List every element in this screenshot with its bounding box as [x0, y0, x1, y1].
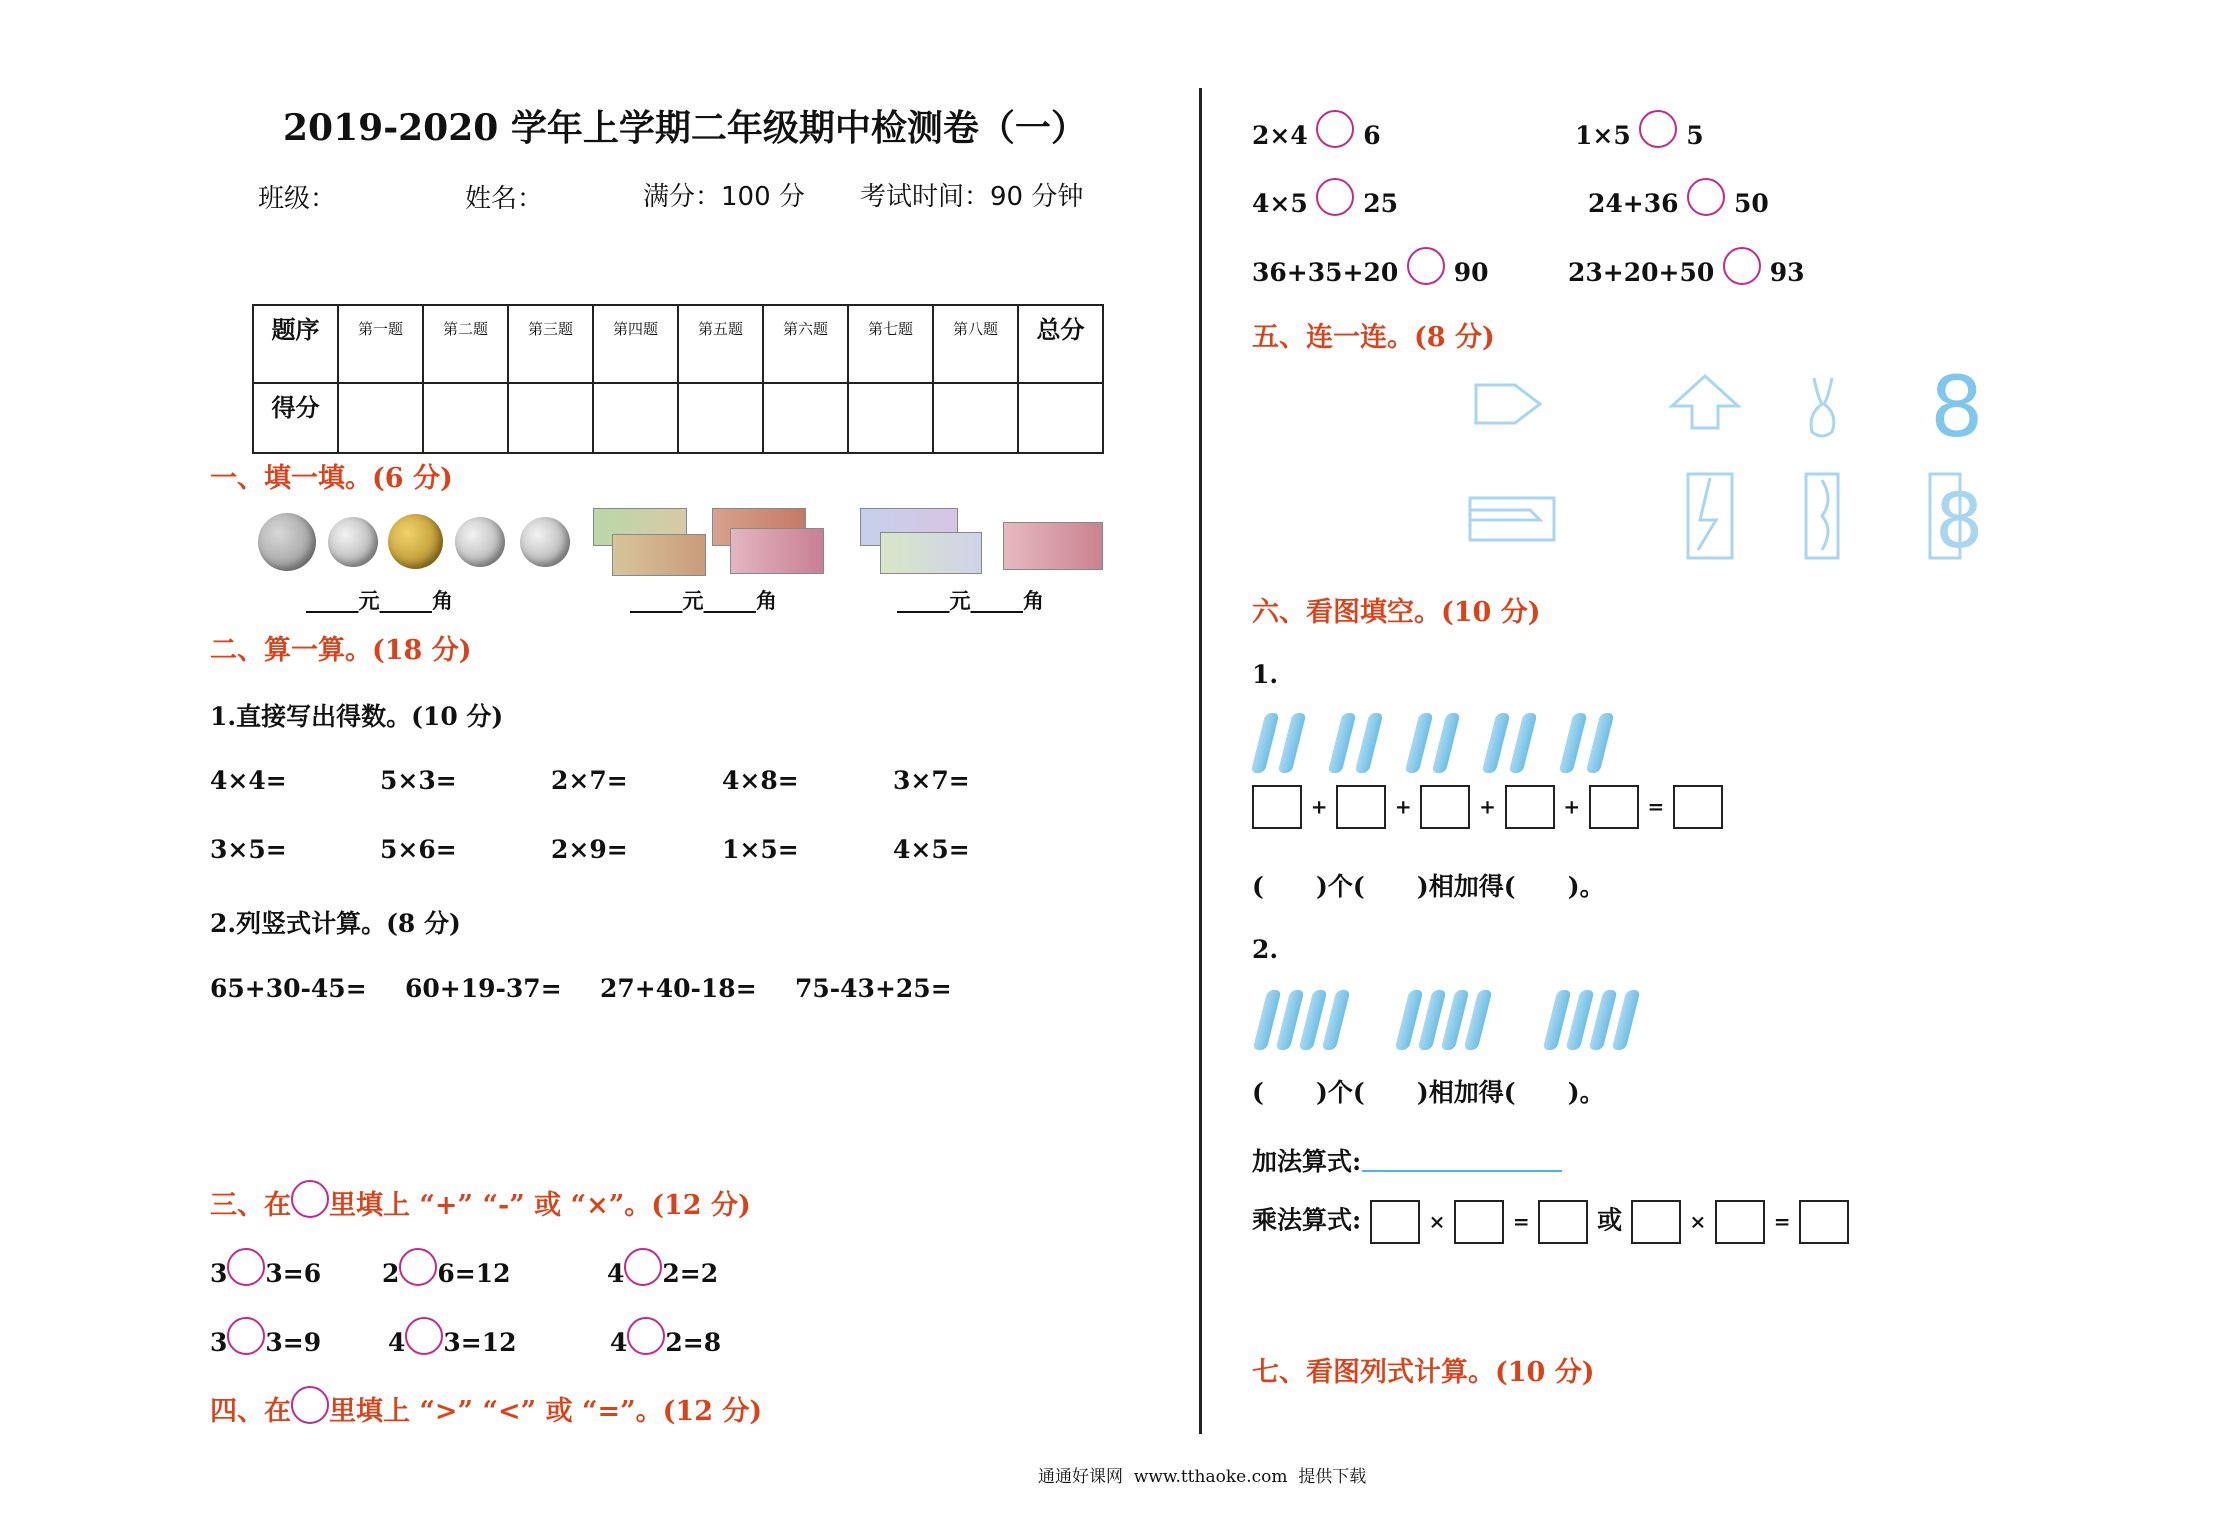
calc-item: 3×5=: [210, 835, 287, 864]
answer-circle[interactable]: [1639, 110, 1677, 148]
exam-time: 考试时间：90 分钟: [860, 182, 1084, 212]
score-cell[interactable]: [593, 383, 678, 453]
answer-circle[interactable]: [1316, 110, 1354, 148]
calc-item: 5×3=: [380, 766, 457, 795]
multiplication-formula: 乘法算式: × = 或 × =: [1252, 1200, 1849, 1244]
name-label: 姓名：: [465, 184, 544, 214]
vertical-calc-item: 27+40-18=: [600, 974, 757, 1003]
banknote-image: [880, 532, 982, 574]
stick-image: [1328, 713, 1357, 773]
answer-circle[interactable]: [1723, 247, 1761, 285]
section-2-part1: 1.直接写出得数。(10 分): [210, 702, 504, 731]
banknote-image: [612, 534, 706, 576]
section-1-title: 一、填一填。(6 分): [210, 463, 453, 494]
answer-box[interactable]: [1799, 1200, 1849, 1244]
table-cell: 第五题: [678, 305, 763, 383]
stick-image: [1322, 990, 1351, 1050]
stick-image: [1251, 713, 1280, 773]
house-shape-card: [1688, 474, 1732, 558]
answer-circle[interactable]: [399, 1248, 437, 1286]
operator-item: 3 3=9: [210, 1317, 321, 1357]
section-2-title: 二、算一算。(18 分): [210, 635, 472, 666]
table-cell: 总分: [1018, 305, 1103, 383]
money-blank-3[interactable]: _____元_____角: [897, 588, 1044, 613]
digit-eight-half: 8: [1935, 476, 1984, 565]
banknote-image: [730, 528, 824, 574]
answer-circle[interactable]: [1407, 247, 1445, 285]
vertical-calc-item: 60+19-37=: [405, 974, 562, 1003]
compare-item: 2×4 6: [1252, 110, 1381, 150]
table-cell: 第四题: [593, 305, 678, 383]
stick-image: [1612, 990, 1641, 1050]
circle-icon: [291, 1180, 329, 1218]
answer-circle[interactable]: [624, 1248, 662, 1286]
matching-figures: [1460, 370, 2000, 570]
money-blank-1[interactable]: _____元_____角: [306, 588, 453, 613]
calc-item: 4×8=: [722, 766, 799, 795]
calc-item: 1×5=: [722, 835, 799, 864]
compare-item: 4×5 25: [1252, 178, 1398, 218]
score-cell[interactable]: [508, 383, 593, 453]
addition-boxes: + + + + =: [1252, 785, 1723, 829]
addition-formula-line[interactable]: [1362, 1170, 1562, 1172]
compare-item: 23+20+50 93: [1568, 247, 1805, 287]
full-score: 满分：100 分: [643, 182, 805, 212]
calc-item: 5×6=: [380, 835, 457, 864]
answer-box[interactable]: [1370, 1200, 1420, 1244]
stick-image: [1405, 713, 1434, 773]
answer-box[interactable]: [1505, 785, 1555, 829]
section-4-title: 四、在 里填上 “>” “<” 或 “=”。(12 分): [210, 1386, 762, 1428]
section-6-title: 六、看图填空。(10 分): [1252, 597, 1541, 628]
page-title: 2019-2020 学年上学期二年级期中检测卷（一）: [283, 107, 1087, 149]
stick-image: [1464, 990, 1493, 1050]
answer-box[interactable]: [1252, 785, 1302, 829]
vertical-calc-item: 65+30-45=: [210, 974, 367, 1003]
fill-sentence-2[interactable]: ( )个( )相加得( )。: [1252, 1078, 1605, 1107]
operator-item: 2 6=12: [382, 1248, 511, 1288]
answer-circle[interactable]: [227, 1317, 265, 1355]
stick-image: [1432, 713, 1461, 773]
stick-image: [1509, 713, 1538, 773]
answer-box[interactable]: [1715, 1200, 1765, 1244]
table-cell: 第二题: [423, 305, 508, 383]
banknote-image: [1003, 522, 1103, 570]
score-table-score-row: [253, 383, 1103, 453]
score-cell[interactable]: [338, 383, 423, 453]
score-table: [252, 304, 1104, 454]
addition-formula-label: 加法算式:: [1252, 1147, 1362, 1176]
table-cell: 第一题: [338, 305, 423, 383]
question-2-number: 2.: [1252, 935, 1279, 964]
section-3-title-b: 里填上 “+” “-” 或 “×”。(12 分): [329, 1190, 751, 1221]
operator-item: 3 3=6: [210, 1248, 321, 1288]
stick-image: [1355, 713, 1384, 773]
question-1-number: 1.: [1252, 660, 1279, 689]
table-cell: 得分: [253, 383, 338, 453]
vertical-calc-item: 75-43+25=: [795, 974, 952, 1003]
table-cell: 第六题: [763, 305, 848, 383]
section-3-title-a: 三、在: [210, 1190, 291, 1221]
answer-box[interactable]: [1589, 785, 1639, 829]
digit-eight: 8: [1930, 358, 1984, 456]
compare-item: 36+35+20 90: [1252, 247, 1489, 287]
calc-item: 2×7=: [551, 766, 628, 795]
class-label: 班级：: [258, 184, 337, 214]
operator-item: 4 2=8: [610, 1317, 721, 1357]
footer-text: 通通好课网 www.tthaoke.com 提供下载: [1038, 1467, 1367, 1487]
rabbit-shape-half: [1811, 378, 1834, 436]
answer-box[interactable]: [1538, 1200, 1588, 1244]
answer-box[interactable]: [1673, 785, 1723, 829]
answer-circle[interactable]: [227, 1248, 265, 1286]
compare-item: 1×5 5: [1575, 110, 1704, 150]
answer-box[interactable]: [1420, 785, 1470, 829]
answer-circle[interactable]: [1316, 178, 1354, 216]
operator-item: 4 3=12: [388, 1317, 517, 1357]
section-3-title: [210, 1180, 751, 1222]
stick-image: [1482, 713, 1511, 773]
answer-box[interactable]: [1336, 785, 1386, 829]
score-cell[interactable]: [933, 383, 1018, 453]
coin-image: [455, 517, 505, 567]
stick-image: [1278, 713, 1307, 773]
calc-item: 3×7=: [893, 766, 970, 795]
score-cell[interactable]: [423, 383, 508, 453]
answer-box[interactable]: [1631, 1200, 1681, 1244]
circle-icon: [291, 1386, 329, 1424]
answer-circle[interactable]: [1687, 178, 1725, 216]
stick-image: [1559, 713, 1588, 773]
money-blank-2[interactable]: _____元_____角: [630, 588, 777, 613]
score-table-header-row: [253, 305, 1103, 383]
coin-image: [328, 517, 378, 567]
table-cell: 第八题: [933, 305, 1018, 383]
score-cell[interactable]: [848, 383, 933, 453]
operator-item: 4 2=2: [607, 1248, 718, 1288]
column-divider: [1199, 88, 1202, 1434]
house-shape-half: [1672, 376, 1738, 428]
section-2-part2: 2.列竖式计算。(8 分): [210, 909, 461, 938]
table-cell: 第三题: [508, 305, 593, 383]
answer-circle[interactable]: [627, 1317, 665, 1355]
fill-sentence-1[interactable]: ( )个( )相加得( )。: [1252, 872, 1605, 901]
flag-shape-half: [1476, 385, 1540, 423]
calc-item: 4×4=: [210, 766, 287, 795]
compare-item: 24+36 50: [1588, 178, 1769, 218]
table-cell: 第七题: [848, 305, 933, 383]
answer-box[interactable]: [1454, 1200, 1504, 1244]
section-7-title: 七、看图列式计算。(10 分): [1252, 1357, 1595, 1388]
calc-item: 4×5=: [893, 835, 970, 864]
coin-image: [520, 517, 570, 567]
score-cell[interactable]: [678, 383, 763, 453]
calc-item: 2×9=: [551, 835, 628, 864]
coin-image: [258, 513, 316, 571]
stick-image: [1586, 713, 1615, 773]
answer-circle[interactable]: [405, 1317, 443, 1355]
table-cell: 题序: [253, 305, 338, 383]
coin-image: [388, 514, 443, 569]
score-cell[interactable]: [763, 383, 848, 453]
score-cell[interactable]: [1018, 383, 1103, 453]
section-5-title: 五、连一连。(8 分): [1252, 322, 1495, 353]
